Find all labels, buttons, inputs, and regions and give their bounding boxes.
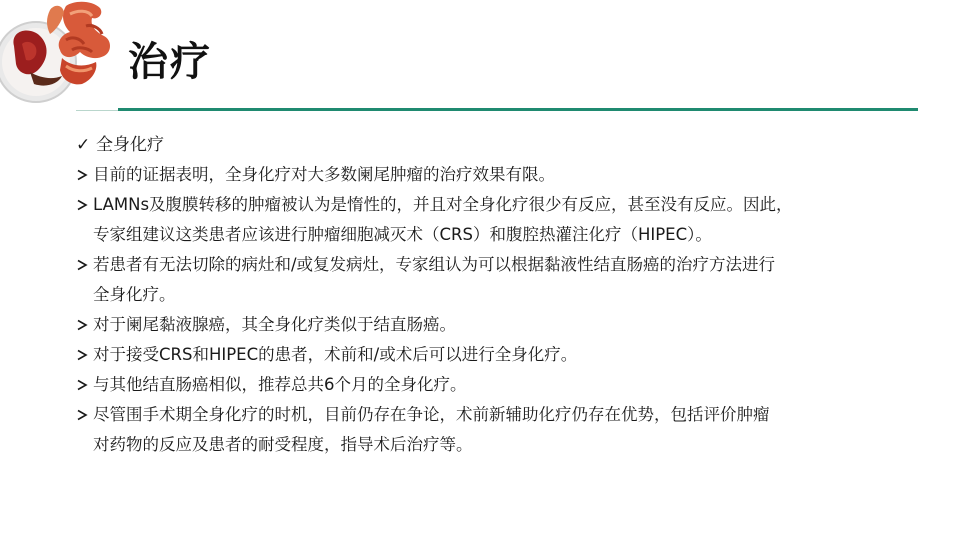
slide-content xyxy=(76,130,906,460)
arrow-bullet-icon xyxy=(76,250,93,280)
arrow-bullet-icon xyxy=(76,190,93,220)
arrow-bullet-icon xyxy=(76,160,93,190)
list-item-text: 与其他结直肠癌相似，推荐总共6个月的全身化疗。 xyxy=(93,375,467,394)
list-item-text: 目前的证据表明，全身化疗对大多数阑尾肿瘤的治疗效果有限。 xyxy=(93,165,555,184)
list-item xyxy=(76,400,906,460)
arrow-bullet-icon xyxy=(76,340,93,370)
arrow-bullet-icon xyxy=(76,370,93,400)
list-item xyxy=(76,160,906,190)
checkmark-icon: ✓ xyxy=(76,135,91,155)
arrow-bullet-icon xyxy=(76,400,93,430)
list-item xyxy=(76,190,906,250)
list-item xyxy=(76,310,906,340)
list-item xyxy=(76,370,906,400)
list-item-text: 尽管围手术期全身化疗的时机，目前仍存在争论，术前新辅助化疗仍存在优势，包括评价肿瘤 对药物的反应及患者的耐受程度，指导术后治疗等。 xyxy=(93,405,770,454)
list-item-text: 对于阑尾黏液腺癌，其全身化疗类似于结直肠癌。 xyxy=(93,315,456,334)
list-item-text: 若患者有无法切除的病灶和/或复发病灶，专家组认为可以根据黏液性结直肠癌的治疗方法进行 全身化疗。 xyxy=(93,255,776,304)
title-divider xyxy=(118,108,918,111)
digestive-organ-logo xyxy=(0,0,120,112)
title-divider-accent xyxy=(76,110,118,111)
section-heading-text: 全身化疗 xyxy=(96,135,164,155)
list-item xyxy=(76,340,906,370)
list-item-text: 对于接受CRS和HIPEC的患者，术前和/或术后可以进行全身化疗。 xyxy=(93,345,578,364)
list-item xyxy=(76,250,906,310)
arrow-bullet-icon xyxy=(76,310,93,340)
section-heading xyxy=(76,130,906,160)
page-title: 治疗 xyxy=(128,39,212,85)
list-item-text: LAMNs及腹膜转移的肿瘤被认为是惰性的，并且对全身化疗很少有反应，甚至没有反应。因此， 专家组建议这类患者应该进行肿瘤细胞减灭术（CRS）和腹腔热灌注化疗（HIPEC）。 xyxy=(93,195,793,244)
